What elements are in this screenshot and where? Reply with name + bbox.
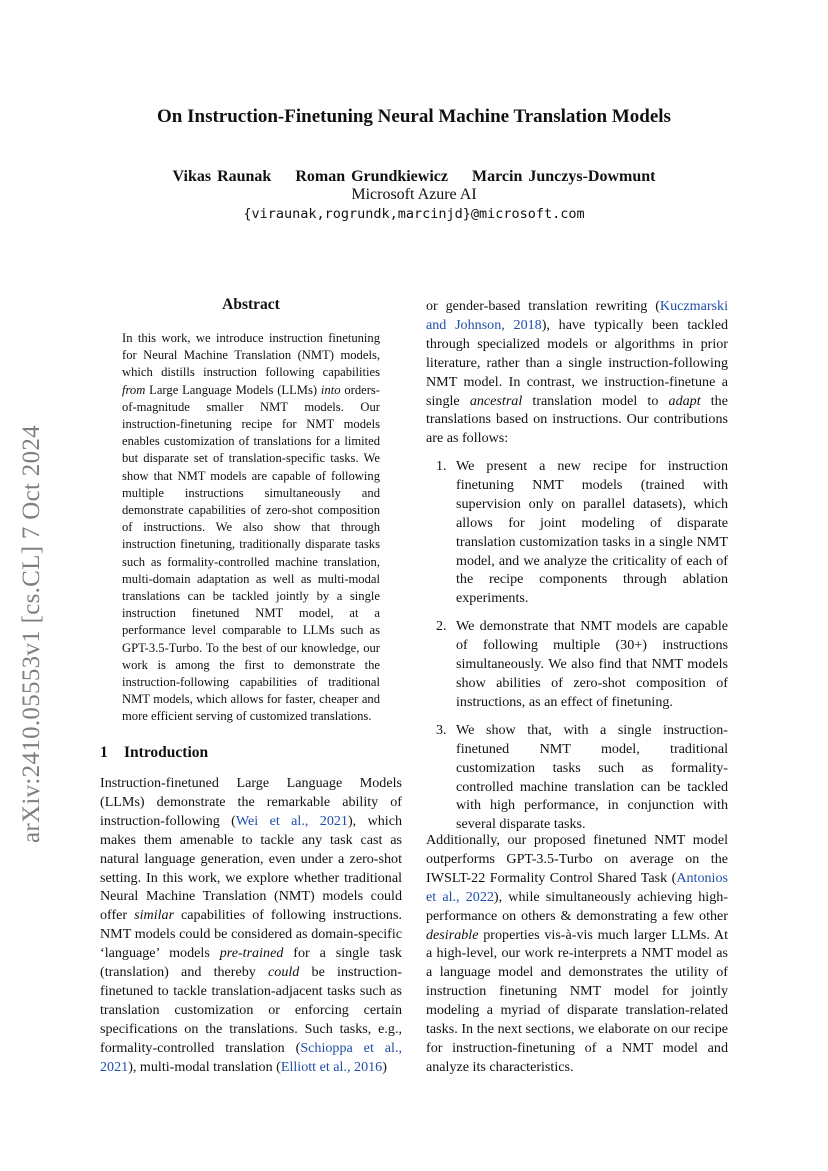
author-name: Vikas Raunak bbox=[172, 168, 272, 185]
author-affiliation: Microsoft Azure AI bbox=[351, 186, 477, 203]
contributions-list bbox=[436, 457, 728, 843]
citation-link[interactable]: Wei et al., 2021 bbox=[235, 812, 348, 829]
author-name: Roman Grundkiewicz bbox=[295, 168, 448, 185]
list-item-text: We show that, with a single instruction-finetuned NMT model, traditional customization tasks such as formality-controlled machine translation can be tackled with high performance, in conjunction with several disparate tasks. bbox=[456, 721, 728, 833]
list-item-text: We present a new recipe for instruction finetuning NMT models (trained with supervision only on parallel datasets), which allows for joint modeling of disparate translation customization tasks in a single NMT model, and we analyze the criticality of each of the recipe components through ablation experiments. bbox=[456, 458, 728, 607]
introduction-continuation-paragraph: or gender-based translation rewriting (Kuczmarski and Johnson, 2018), have typically been tackled through specialized models or algorithms in prior literature, rather than a single instruction-following NMT model. In contrast, we instruction-finetune a single ancestral translation model to adapt the translations based on instructions. Our contributions are as follows: bbox=[426, 298, 729, 447]
abstract-heading: Abstract bbox=[222, 296, 280, 313]
list-marker: 3. bbox=[436, 721, 447, 738]
list-item-text: We demonstrate that NMT models are capable of following multiple (30+) instructions simultaneously. We also find that NMT models show abilities of zero-shot composition of instructions, as an effect of finetuning. bbox=[456, 618, 728, 710]
arxiv-identifier-stamp: arXiv:2410.05553v1 [cs.CL] 7 Oct 2024 bbox=[18, 425, 45, 843]
additional-results-paragraph: Additionally, our proposed finetuned NMT model outperforms GPT-3.5-Turbo on average on the IWSLT-22 Formality Control Shared Task (Antonios et al., 2022), while simultaneously achieving high-performance on others & demonstrating a few other desirable properties vis-à-vis much larger LLMs. At a high-level, our work re-interprets a NMT model as a language model and demonstrates the utility of instruction finetuning NMT model for jointly modeling a myriad of disparate translation-related tasks. In the next sections, we elaborate on our recipe for instruction-finetuning of a NMT model and analyze its characteristics. bbox=[426, 832, 729, 1075]
citation-link[interactable]: Antonios et al., 2022 bbox=[426, 869, 728, 905]
author-emails: {viraunak,rogrundk,marcinjd}@microsoft.com bbox=[243, 206, 585, 222]
abstract-text: In this work, we introduce instruction finetuning for Neural Machine Translation (NMT) models, which distills instruction following capabilities from Large Language Models (LLMs) into orders-of-magnitude smaller NMT models. Our instruction-finetuning recipe for NMT models enables customization of translations for a limited but disparate set of translation-specific tasks. We show that NMT models are capable of following multiple instructions simultaneously and demonstrate capabilities of zero-shot composition of instructions. We also show that through instruction finetuning, traditionally disparate tasks such as formality-controlled machine translation, multi-domain adaptation as well as multi-modal translations can be tackled jointly by a single instruction finetuned NMT model, at a performance level comparable to LLMs such as GPT-3.5-Turbo. To the best of our knowledge, our work is among the first to demonstrate the instruction-following capabilities of traditional NMT models, which allows for faster, cheaper and more efficient serving of customized translations. bbox=[122, 331, 380, 724]
list-marker: 2. bbox=[436, 618, 447, 635]
list-item bbox=[436, 721, 728, 834]
introduction-paragraph: Instruction-finetuned Large Language Models (LLMs) demonstrate the remarkable ability of instruction-following (Wei et al., 2021), which makes them amenable to tackle any task cast as natural language generation, even under a zero-shot setting. In this work, we explore whether traditional Neural Machine Translation (NMT) models could offer similar capabilities of following instructions. NMT models could be considered as domain-specific ‘language’ models pre-trained for a single task (translation) and thereby could be instruction-finetuned to tackle translation-adjacent tasks such as translation customization or enforcing certain specifications on the translations. Such tasks, e.g., formality-controlled translation (Schioppa et al., 2021), multi-modal translation (Elliott et al., 2016) bbox=[100, 775, 403, 1075]
author-list bbox=[0, 168, 828, 186]
paper-title: On Instruction-Finetuning Neural Machine Translation Models bbox=[157, 106, 671, 127]
list-item bbox=[436, 457, 728, 608]
citation-link[interactable]: Schioppa et al., 2021 bbox=[100, 1039, 402, 1075]
list-item bbox=[436, 617, 728, 712]
author-name: Marcin Junczys-Dowmunt bbox=[471, 168, 656, 185]
section-heading-introduction bbox=[100, 744, 402, 762]
section-title: Introduction bbox=[124, 744, 209, 761]
citation-link[interactable]: Kuczmarski and Johnson, 2018 bbox=[426, 298, 728, 333]
section-number: 1 bbox=[100, 744, 108, 761]
citation-link[interactable]: Elliott et al., 2016 bbox=[280, 1058, 383, 1075]
list-marker: 1. bbox=[436, 458, 447, 474]
